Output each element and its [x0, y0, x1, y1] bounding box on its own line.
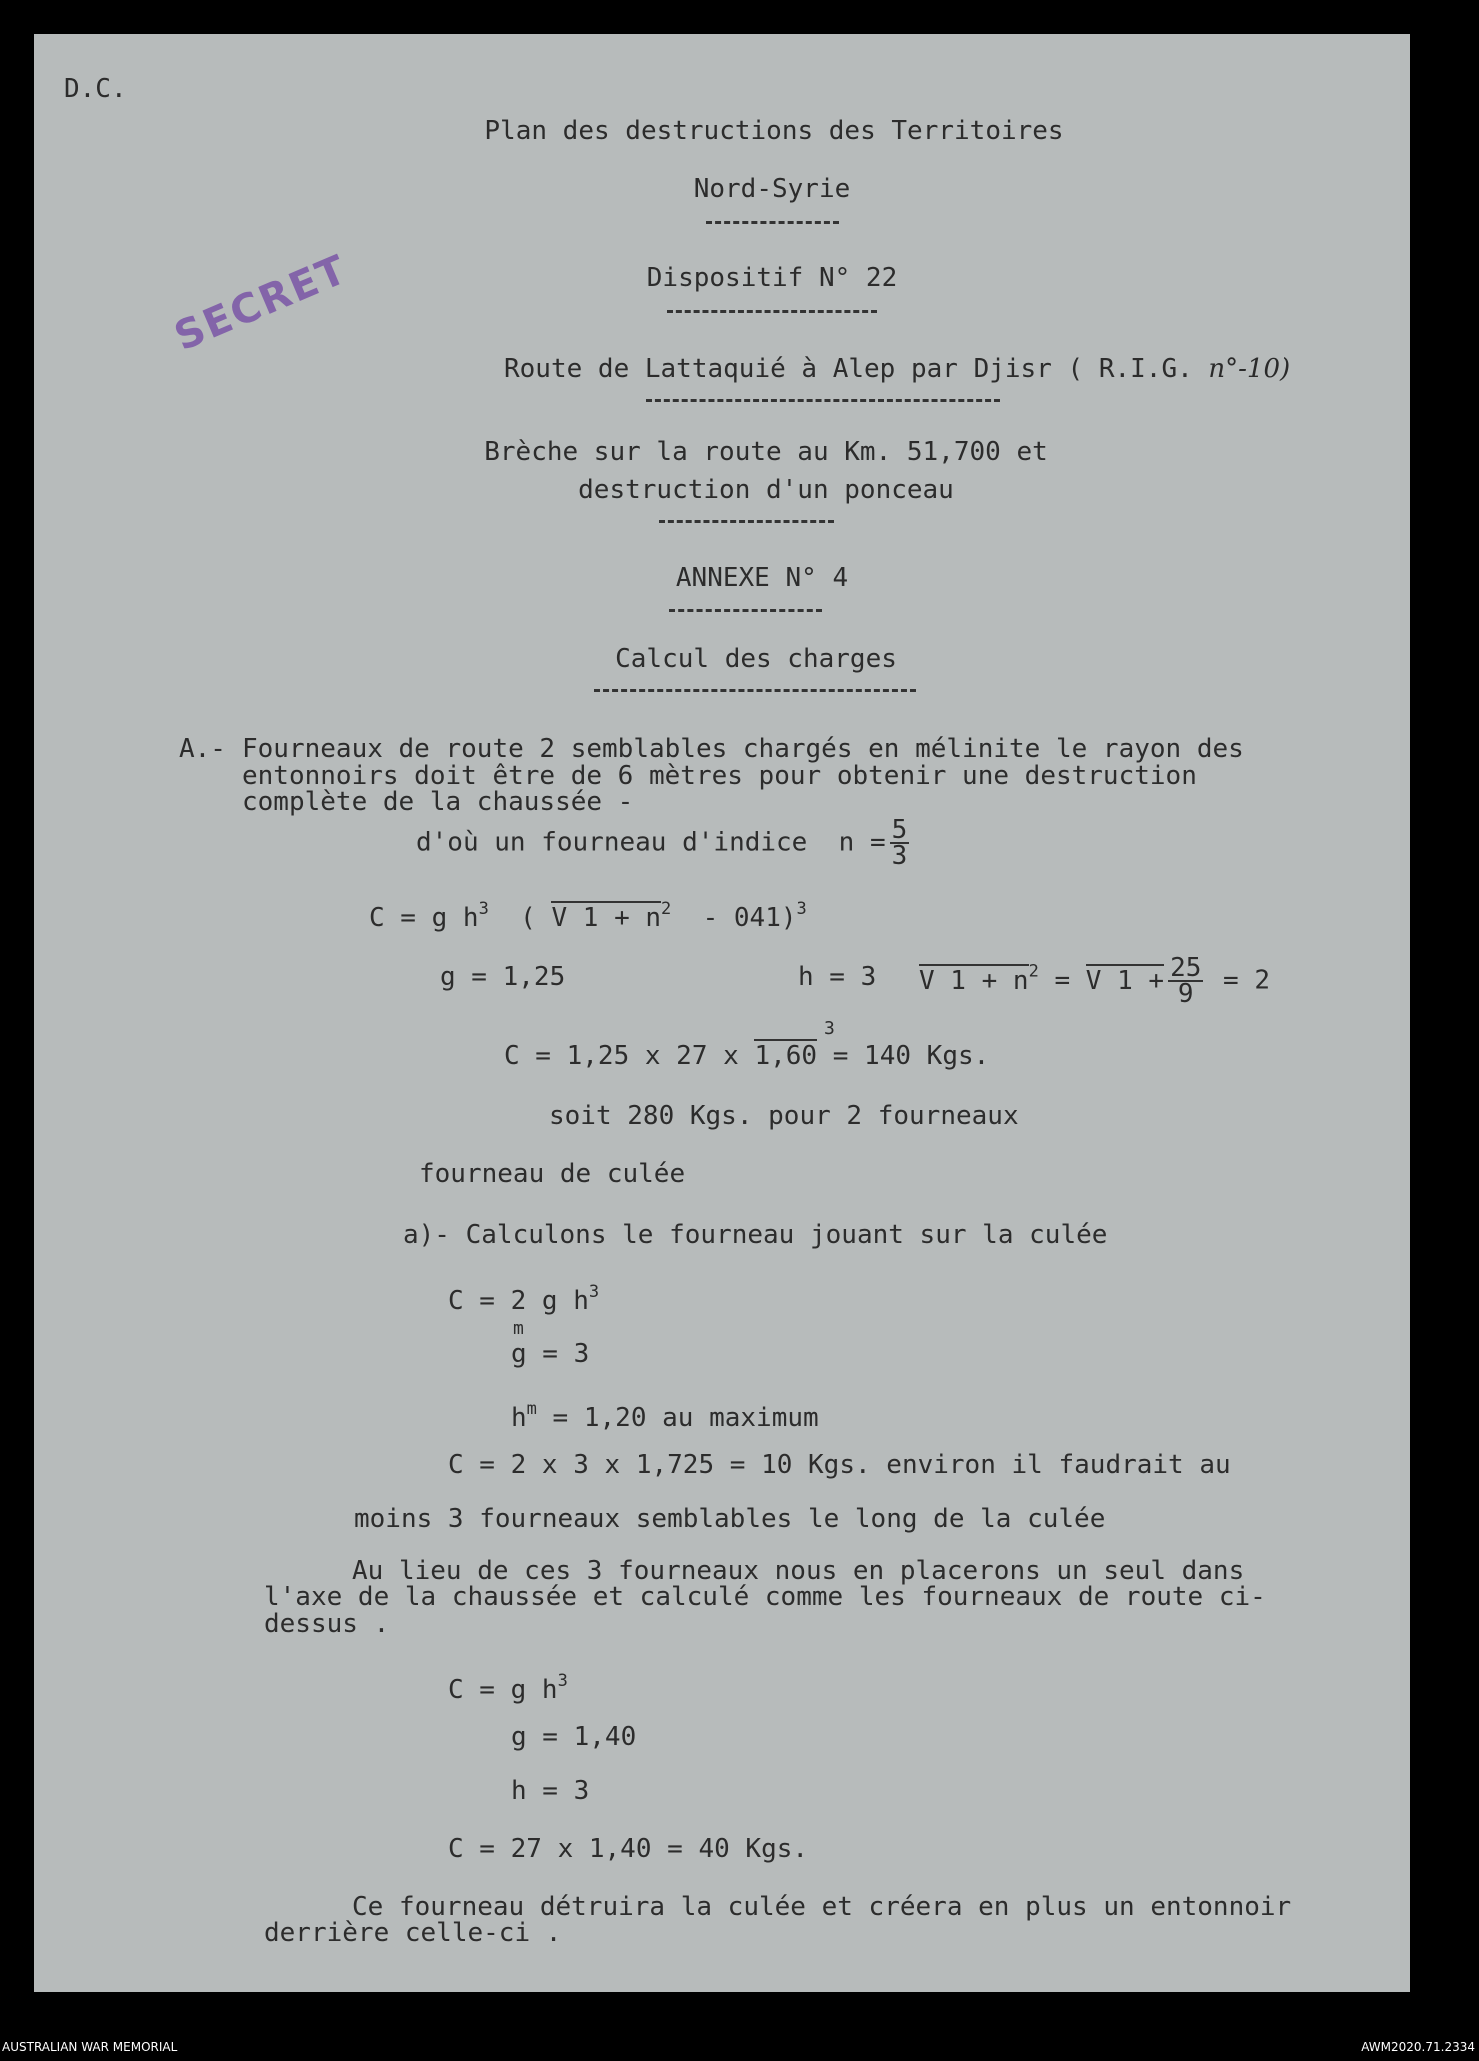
formula-1 [369, 894, 807, 933]
secret-stamp: SECRET [168, 246, 355, 361]
radical-fraction-numerator: 25 [1170, 953, 1202, 983]
route-typed: Route de Lattaquié à Alep par Djisr ( R.I.G. [504, 354, 1193, 384]
h-value: h = 3 [798, 962, 877, 992]
radical-right: V 1 + [1085, 965, 1165, 996]
g3-value: g = 1,40 [511, 1722, 637, 1752]
region-underline [706, 221, 839, 224]
formula-1-part-b: ( [488, 903, 536, 933]
annexe-heading: ANNEXE N° 4 [675, 563, 849, 593]
item-a-line-2: entonnoirs doit être de 6 mètres pour obtenir une destruction [242, 761, 1197, 791]
footer-id: AWM2020.71.2334 [1361, 2040, 1475, 2054]
annexe-underline [669, 609, 822, 612]
formula-2 [448, 1277, 599, 1316]
formula-2-exponent: 3 [588, 1282, 600, 1302]
formula-1-part-a: C = g h [369, 903, 479, 933]
g-value: g = 1,25 [440, 962, 566, 992]
sub-item-a: a)- Calculons le fourneau jouant sur la culée [403, 1220, 1108, 1250]
formula-1-radical: V 1 + n [551, 903, 662, 933]
region-heading: Nord-Syrie [693, 174, 851, 204]
h2-superscript: m [526, 1399, 537, 1419]
soit-line: soit 280 Kgs. pour 2 fourneaux [549, 1101, 1019, 1131]
route-handwritten: n°-10) [1208, 354, 1291, 384]
radical-fraction-denominator: 9 [1177, 979, 1194, 1009]
indice-fraction [890, 815, 910, 871]
calc-1 [504, 1041, 989, 1071]
radical-equation [919, 953, 1271, 1009]
formula-3 [448, 1666, 568, 1705]
indice-numerator: 5 [891, 815, 908, 845]
formula-1-radical-exponent: 2 [661, 899, 672, 919]
formula-1-exponent: 3 [478, 899, 489, 919]
route-underline [646, 399, 1000, 402]
calc-1-base: 1,60 [754, 1041, 818, 1071]
radical-left-exponent: 2 [1028, 961, 1039, 982]
calc-2: C = 2 x 3 x 1,725 = 10 Kgs. environ il faudrait au [448, 1450, 1231, 1480]
calc-2-line-2: moins 3 fourneaux semblables le long de la culée [354, 1504, 1106, 1534]
footer-credit: AUSTRALIAN WAR MEMORIAL [2, 2040, 178, 2054]
paragraph-line-2: l'axe de la chaussée et calculé comme les fourneaux de route ci- [264, 1582, 1266, 1612]
h2-text: = 1,20 au maximum [536, 1403, 819, 1433]
formula-3-exponent: 3 [557, 1671, 568, 1691]
formula-2-part-a: C = 2 g h [448, 1286, 589, 1316]
final-line-1: Ce fourneau détruira la culée et créera en plus un entonnoir [352, 1892, 1292, 1922]
radical-result: = 2 [1223, 965, 1271, 996]
initials: D.C. [64, 74, 127, 104]
item-a-line-4 [416, 815, 913, 871]
culee-heading: fourneau de culée [419, 1159, 686, 1189]
breach-underline [659, 520, 834, 523]
indice-denominator: 3 [891, 841, 908, 871]
radical-fraction [1168, 953, 1203, 1009]
breach-line-1: Brèche sur la route au Km. 51,700 et [484, 437, 1048, 467]
formula-3-part-a: C = g h [448, 1675, 558, 1705]
document-title: Plan des destructions des Territoires [484, 116, 1064, 146]
g2-superscript: m [513, 1318, 524, 1339]
formula-1-part-c: - 041) [671, 903, 797, 933]
h2-value [511, 1394, 819, 1433]
paragraph-line-1: Au lieu de ces 3 fourneaux nous en placerons un seul dans [352, 1556, 1245, 1586]
item-a-label: A.- [179, 734, 226, 764]
calc-3: C = 27 x 1,40 = 40 Kgs. [448, 1834, 809, 1864]
radical-left: V 1 + n [919, 965, 1029, 996]
calc-1-part-a: C = 1,25 x 27 x [504, 1041, 739, 1071]
breach-line-2: destruction d'un ponceau [578, 475, 954, 505]
g2-value: g = 3 [511, 1339, 590, 1369]
calc-1-exponent: 3 [824, 1018, 835, 1039]
route-heading [504, 354, 1290, 384]
section-title: Calcul des charges [615, 644, 897, 674]
formula-1-outer-exponent: 3 [796, 899, 807, 919]
h2-symbol: h [511, 1403, 527, 1433]
item-a-line-3: complète de la chaussée - [242, 787, 634, 817]
typed-page [34, 34, 1410, 1992]
h3-value: h = 3 [511, 1776, 590, 1806]
calc-1-result: = 140 Kgs. [832, 1041, 990, 1071]
dispositif-underline [667, 310, 877, 313]
dispositif-heading: Dispositif N° 22 [646, 263, 898, 293]
item-a-line-1: Fourneaux de route 2 semblables chargés en mélinite le rayon des [242, 734, 1244, 764]
final-line-2: derrière celle-ci . [264, 1918, 562, 1948]
radical-equals: = [1038, 965, 1086, 996]
section-title-underline [594, 689, 916, 692]
indice-text: d'où un fourneau d'indice n = [416, 827, 886, 858]
paragraph-line-3: dessus . [264, 1609, 390, 1639]
